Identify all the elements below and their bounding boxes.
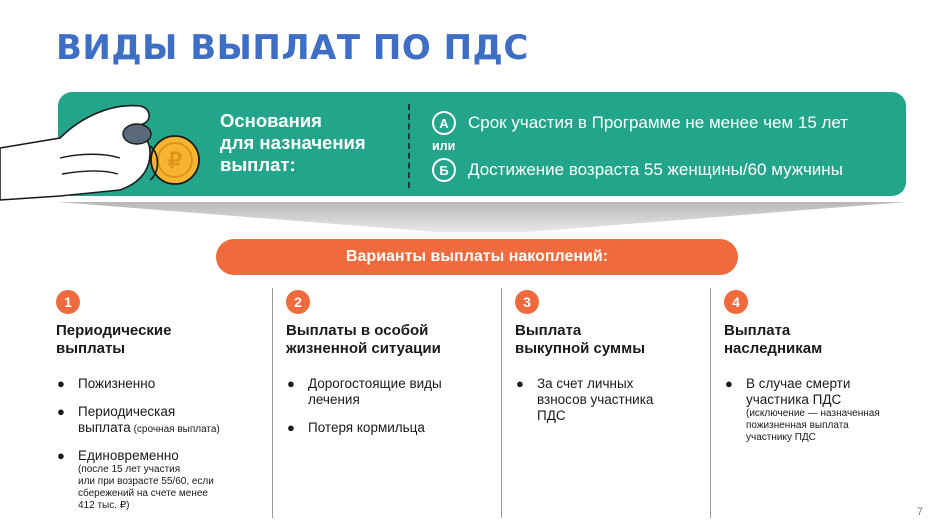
item-small-note: (срочная выплата) [130, 424, 220, 435]
column-title-line: выкупной суммы [515, 340, 646, 357]
item-text: выплата [78, 420, 131, 435]
item-text: В случае смерти [746, 376, 851, 391]
bullet-icon: ● [287, 376, 295, 391]
column-special-situation [286, 290, 496, 448]
condition-b [432, 158, 843, 182]
number-badge: 2 [286, 290, 310, 314]
column-periodic [56, 290, 266, 524]
column-divider [272, 288, 273, 518]
item-list [286, 376, 496, 436]
bullet-icon: ● [516, 376, 524, 391]
number-badge: 4 [724, 290, 748, 314]
bullet-icon: ● [57, 404, 65, 419]
column-title [515, 322, 705, 358]
item-text: лечения [308, 392, 360, 407]
item-note: пожизненная выплата [746, 420, 849, 431]
letter-a-icon: А [432, 111, 456, 135]
item-list [515, 376, 705, 424]
item-text: взносов участника [537, 392, 654, 407]
column-title-line: Периодические [56, 322, 172, 339]
hand-with-coin-icon [0, 98, 210, 208]
list-item [56, 376, 266, 392]
bullet-icon: ● [57, 376, 65, 391]
number-badge: 1 [56, 290, 80, 314]
bullet-icon: ● [725, 376, 733, 391]
column-title-line: выплаты [56, 340, 126, 357]
column-title [724, 322, 924, 358]
condition-a [432, 111, 848, 135]
list-item [515, 376, 705, 424]
column-heirs [724, 290, 924, 456]
list-item [56, 404, 266, 436]
page-title: ВИДЫ ВЫПЛАТ ПО ПДС [56, 28, 529, 68]
column-title-line: Выплата [515, 322, 582, 339]
page-number: 7 [916, 506, 923, 518]
item-note: (исключение — назначенная [746, 408, 880, 419]
bullet-icon: ● [57, 448, 65, 463]
letter-b-icon: Б [432, 158, 456, 182]
list-item [286, 420, 496, 436]
column-divider [710, 288, 711, 518]
item-list [724, 376, 924, 444]
column-title-line: Выплаты в особой [286, 322, 429, 339]
condition-a-text: Срок участия в Программе не менее чем 15 лет [468, 113, 849, 132]
basis-label-line: выплат: [220, 154, 296, 175]
item-note: 412 тыс. ₽) [78, 500, 130, 511]
item-text: Периодическая [78, 404, 176, 419]
item-text: Единовременно [78, 448, 179, 463]
list-item [56, 448, 266, 512]
variants-header: Варианты выплаты накоплений: [216, 239, 738, 275]
number-badge: 3 [515, 290, 539, 314]
column-title-line: жизненной ситуации [286, 340, 441, 357]
item-note: (после 15 лет участия [78, 464, 181, 475]
item-text: За счет личных [537, 376, 634, 391]
svg-text:₽: ₽ [168, 148, 182, 173]
bullet-icon: ● [287, 420, 295, 435]
item-text: Пожизненно [78, 376, 156, 391]
item-text: Дорогостоящие виды [308, 376, 442, 391]
list-item [286, 376, 496, 408]
basis-label [220, 110, 366, 176]
item-list [56, 376, 266, 512]
dashed-divider [408, 104, 410, 188]
column-redemption [515, 290, 705, 436]
basis-label-line: для назначения [220, 132, 366, 153]
condition-b-text: Достижение возраста 55 женщины/60 мужчины [468, 160, 843, 179]
item-note: участнику ПДС [746, 432, 816, 443]
column-title-line: Выплата [724, 322, 791, 339]
item-text: Потеря кормильца [308, 420, 425, 435]
or-label: или [432, 139, 456, 153]
item-note: или при возрасте 55/60, если [78, 476, 214, 487]
item-note: сбережений на счете менее [78, 488, 208, 499]
funnel-shape [58, 202, 906, 232]
basis-label-line: Основания [220, 110, 322, 131]
column-title-line: наследникам [724, 340, 823, 357]
column-title [286, 322, 496, 358]
list-item [724, 376, 924, 444]
column-divider [501, 288, 502, 518]
item-text-line [78, 420, 266, 436]
column-title [56, 322, 266, 358]
item-text: ПДС [537, 408, 566, 423]
item-text: участника ПДС [746, 392, 842, 407]
